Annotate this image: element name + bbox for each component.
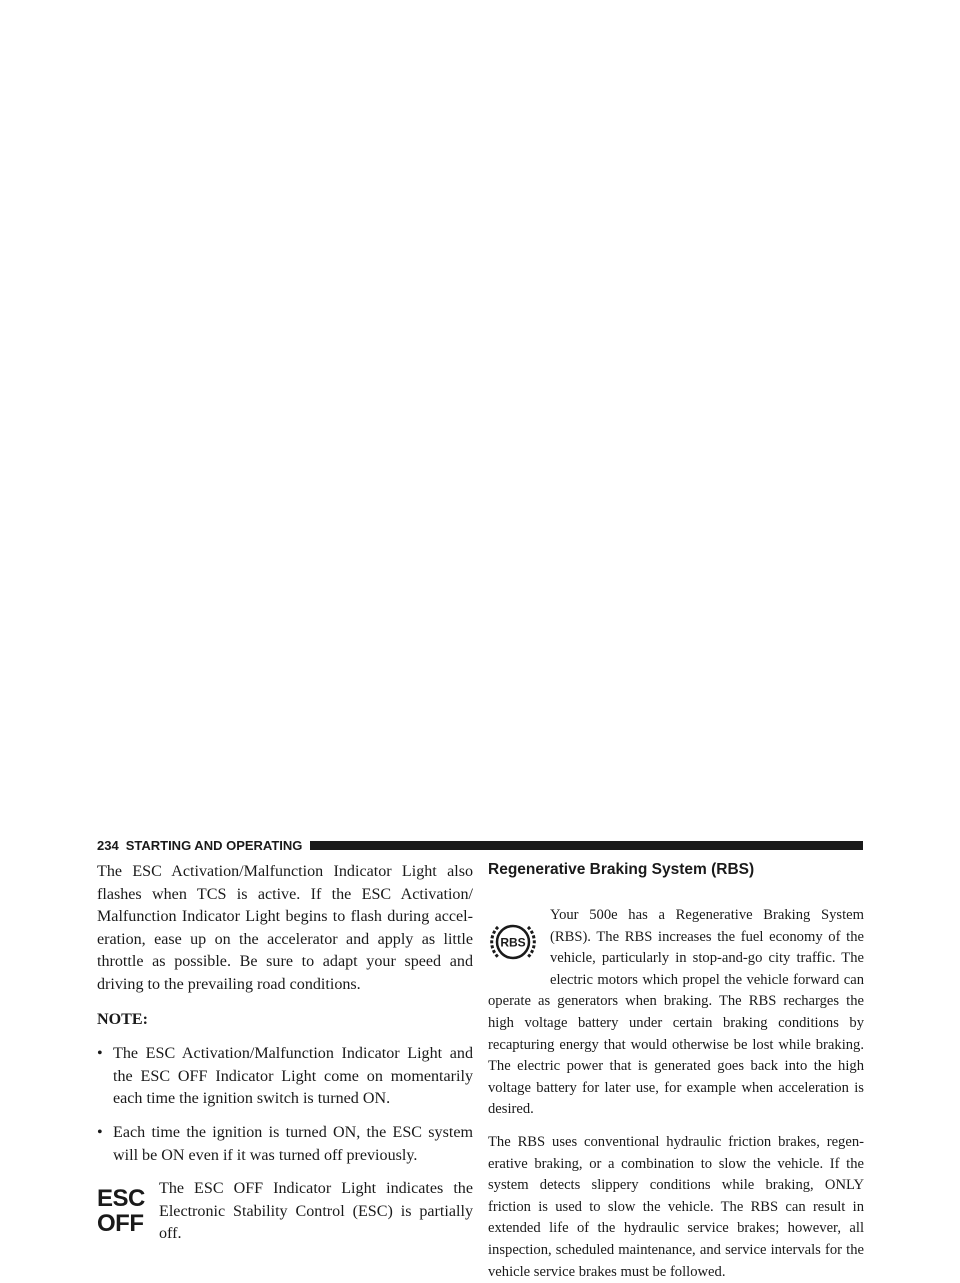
note-list [97, 1043, 473, 1167]
esc-icon-line1: ESC [97, 1185, 145, 1213]
section-title: STARTING AND OPERATING [125, 837, 303, 853]
bullet-icon: • [97, 1045, 103, 1063]
note-label: NOTE: [97, 1010, 148, 1028]
left-column [97, 861, 473, 1246]
rbs-icon [488, 905, 548, 985]
page-number: 234 [97, 837, 119, 853]
list-item-text: The ESC Activation/Malfunction Indicator Light and the ESC OFF Indicator Light come on momentarily each time the ignition switch is turned ON. [113, 1045, 473, 1108]
rbs-icon-label: RBS [500, 935, 526, 950]
bullet-icon: • [97, 1123, 103, 1141]
right-column [488, 861, 864, 1283]
rbs-block [488, 905, 864, 1121]
esc-off-paragraph: The ESC OFF Indicator Light indicates the Electronic Stability Control (ESC) is partially off. [159, 1180, 473, 1243]
rbs-paragraph-2: The RBS uses conventional hydraulic friction brakes, regen- erative braking, or a combination to slow the vehicle. If the system detects slippery conditions while braking, ONLY friction is used to slow the vehicle. The RBS can result in extended life of the hydraulic service brakes; however, all inspection, scheduled maintenance, and service intervals for the vehicle service brakes must be followed. [488, 1133, 864, 1280]
header-rule [310, 841, 863, 850]
list-item [97, 1043, 473, 1111]
esc-off-block [97, 1178, 473, 1246]
esc-icon-line2: OFF [97, 1210, 144, 1238]
rbs-heading: Regenerative Braking System (RBS) [488, 861, 755, 878]
esc-flash-paragraph: The ESC Activation/Malfunction Indicator Light also flashes when TCS is active. If the ESC Activation/ Malfunction Indicator Light begins to flash during accel- eration, ease up on the accelerator and apply as little throttle as possible. Be sure to adapt your speed and driving to the prevailing road conditions. [97, 863, 473, 993]
list-item [97, 1122, 473, 1167]
list-item-text: Each time the ignition is turned ON, the ESC system will be ON even if it was turned off previously. [113, 1123, 473, 1164]
page-header [97, 834, 863, 856]
esc-off-icon [97, 1186, 145, 1236]
rbs-paragraph-1: Your 500e has a Regenerative Braking System (RBS). The RBS increases the fuel economy of the vehicle, particularly in stop-and-go city traffic. The electric motors which propel the vehicle forward can operate as generators when braking. The RBS recharges the high voltage battery under certain braking conditions by recapturing energy that would otherwise be lost while braking. The electric power that is generated goes back into the high voltage battery for later use, for example when acceleration is desired. [488, 907, 864, 1118]
